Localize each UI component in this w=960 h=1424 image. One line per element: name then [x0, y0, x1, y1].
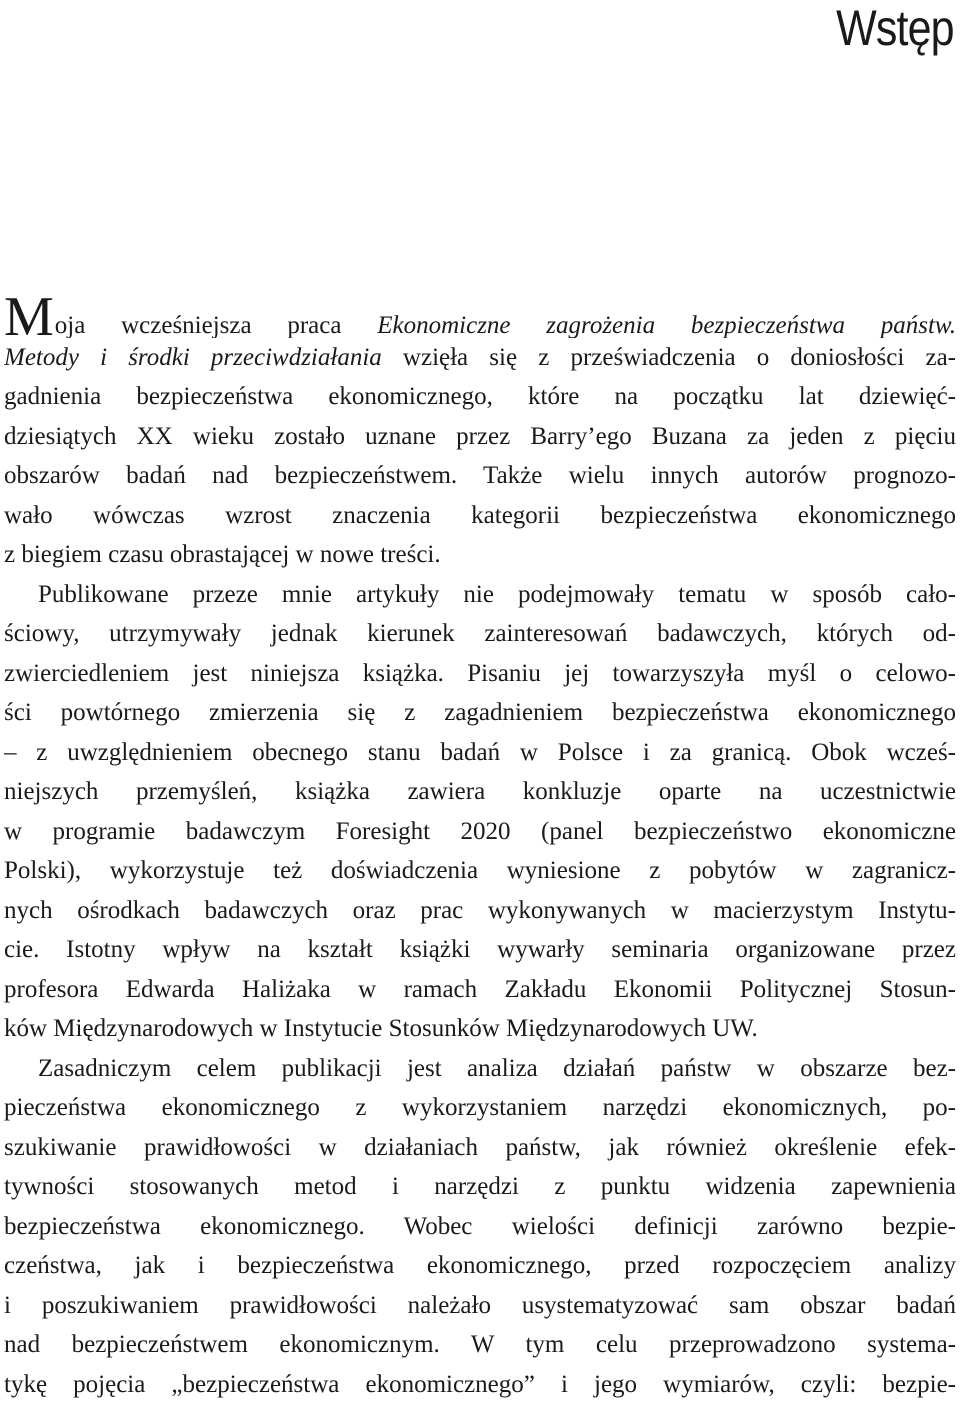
text-line: dziesiątych XX wieku zostało uznane przez Barry’ego Buzana za jeden z pięciu — [4, 422, 956, 450]
text-line: zwierciedleniem jest niniejsza książka. Pisaniu jej towarzyszyła myśl o celowo- — [4, 659, 956, 687]
text-line: niejszych przemyśleń, książka zawiera konkluzje oparte na uczestnictwie — [4, 778, 956, 805]
book-title-italic: Metody i środki przeciwdziałania — [4, 343, 382, 371]
text-line: – z uwzględnieniem obecnego stanu badań w Polsce i za granicą. Obok wcześ- — [4, 738, 956, 766]
body-text — [4, 298, 956, 1404]
text-line: tywności stosowanych metod i narzędzi z punktu widzenia zapewnienia — [4, 1173, 956, 1200]
text-line: Publikowane przeze mnie artykuły nie podejmowały tematu w sposób cało- — [38, 580, 956, 608]
text-segment: wzięła się z przeświadczenia o doniosłości za- — [381, 343, 956, 371]
text-line — [4, 298, 956, 338]
text-line: tykę pojęcia „bezpieczeństwa ekonomicznego” i jego wymiarów, czyli: bezpie- — [4, 1370, 956, 1398]
paragraph-1 — [4, 298, 956, 575]
text-line: nad bezpieczeństwem ekonomicznym. W tym celu przeprowadzono systema- — [4, 1331, 956, 1358]
text-line: wało wówczas wzrost znaczenia kategorii bezpieczeństwa ekonomicznego — [4, 501, 956, 529]
text-line: pieczeństwa ekonomicznego z wykorzystaniem narzędzi ekonomicznych, po- — [4, 1094, 956, 1121]
book-title-italic: Ekonomiczne zagrożenia bezpieczeństwa państw. — [377, 312, 956, 338]
text-line: cie. Istotny wpływ na kształt książki wywarły seminaria organizowane przez — [4, 936, 956, 963]
text-line: szukiwanie prawidłowości w działaniach państw, jak również określenie efek- — [4, 1133, 956, 1161]
text-line: gadnienia bezpieczeństwa ekonomicznego, które na początku lat dziewięć- — [4, 383, 956, 410]
text-line: w programie badawczym Foresight 2020 (panel bezpieczeństwo ekonomiczne — [4, 817, 956, 845]
text-line: bezpieczeństwa ekonomicznego. Wobec wielości definicji zarówno bezpie- — [4, 1212, 956, 1240]
text-segment: oja wcześniejsza praca — [54, 312, 378, 338]
text-line: nych ośrodkach badawczych oraz prac wykonywanych w macierzystym Instytu- — [4, 896, 956, 924]
text-line: ków Międzynarodowych w Instytucie Stosunków Międzynarodowych UW. — [4, 1015, 758, 1042]
text-line: Zasadniczym celem publikacji jest analiza działań państw w obszarze bez- — [38, 1054, 956, 1082]
text-line: czeństwa, jak i bezpieczeństwa ekonomicznego, przed rozpoczęciem analizy — [4, 1252, 956, 1279]
text-line: z biegiem czasu obrastającej w nowe treści. — [4, 541, 441, 568]
text-line: Polski), wykorzystuje też doświadczenia wyniesione z pobytów w zagranicz- — [4, 857, 956, 884]
initial-letter: M — [4, 298, 55, 338]
chapter-title: Wstęp — [836, 0, 954, 56]
paragraph-3 — [4, 1049, 956, 1405]
text-line — [4, 338, 956, 378]
text-line: profesora Edwarda Haliżaka w ramach Zakładu Ekonomii Politycznej Stosun- — [4, 975, 956, 1003]
paragraph-2 — [4, 575, 956, 1049]
text-line: ści powtórnego zmierzenia się z zagadnieniem bezpieczeństwa ekonomicznego — [4, 699, 956, 726]
text-line: i poszukiwaniem prawidłowości należało usystematyzować sam obszar badań — [4, 1291, 956, 1319]
text-line: obszarów badań nad bezpieczeństwem. Także wielu innych autorów prognozo- — [4, 462, 956, 489]
text-line: ściowy, utrzymywały jednak kierunek zainteresowań badawczych, których od- — [4, 620, 956, 647]
